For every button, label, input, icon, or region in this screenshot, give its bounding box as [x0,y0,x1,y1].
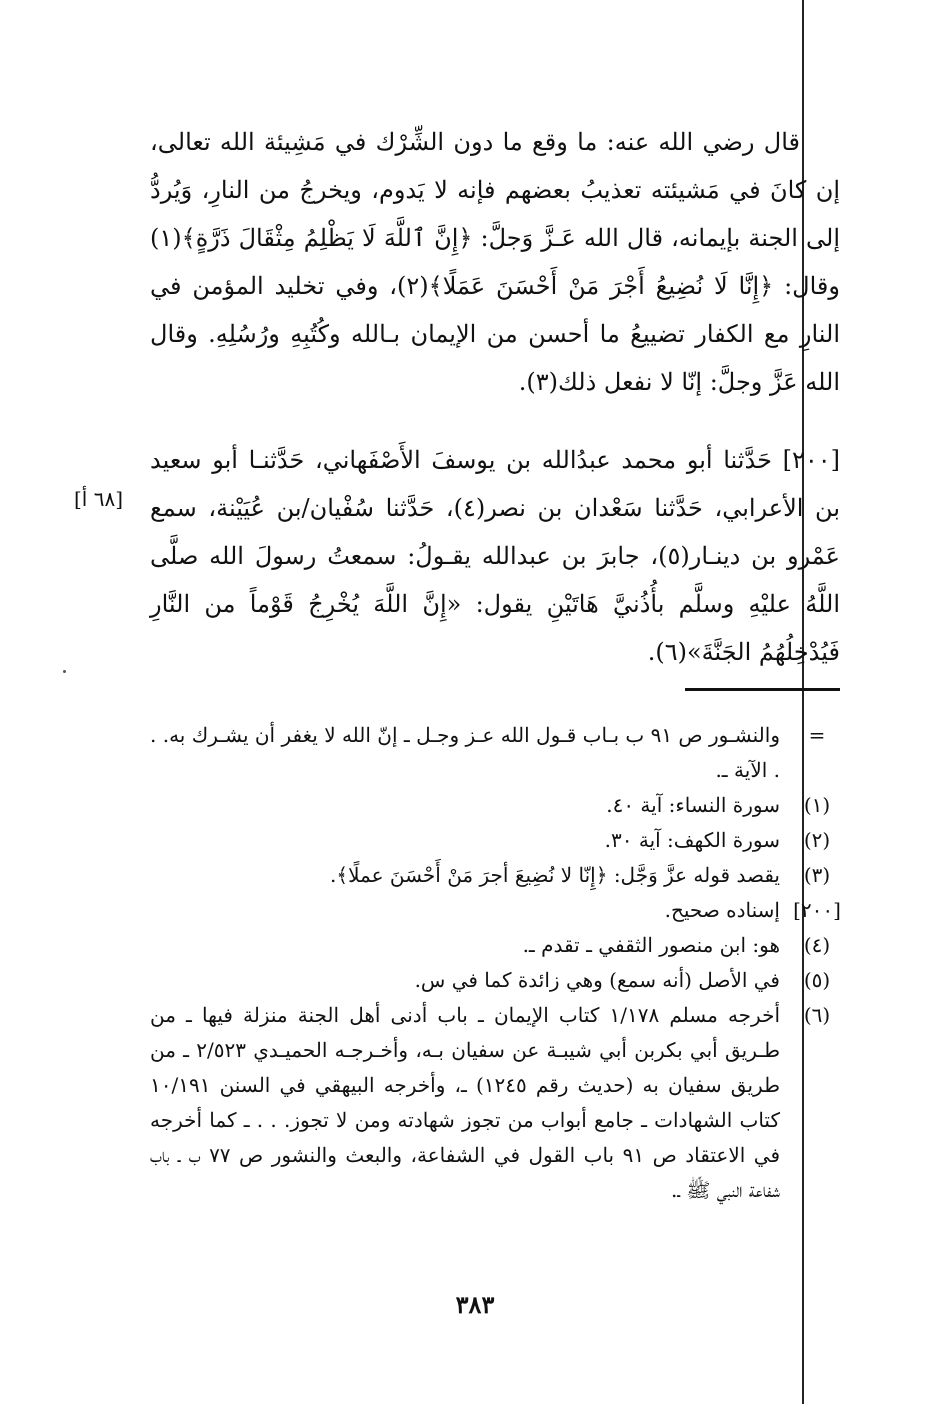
footnote-text: سورة الكهف: آية ٣٠. [604,828,780,852]
footnote-number: (٣) [803,863,831,887]
footnote-text: أخرجه مسلم ١/١٧٨ كتاب الإيمان ـ باب أدنى أهل الجنة منزلة فيها ـ من طـريق أبي بكربن أبي شيبـة عن سفيان بـه، وأخـرجـه الحميـدي ٢/٥٢٣ ـ من طريق سفيان به (حديث رقم ١٢٤٥) ـ، وأخرجه البيهقي في السنن ١٠/١٩١ كتاب الشهادات ـ جامع أبواب من تجوز شهادته ومن لا تجوز. . . ـ كما أخرجه في الاعتقاد ص ٩١ باب القول في الشفاعة، والبعث والنشور ص ٧٧ ب ـ باب شفاعة النبي ﷺ ـ. [150,1003,781,1202]
main-paragraph-1 [150,118,840,406]
footnote-text: هو: ابن منصور الثقفي ـ تقدم ـ. [522,933,780,957]
footnote-number: (٤) [803,933,831,957]
footnote-separator [685,688,840,691]
footnote-number: [٢٠٠] [793,898,841,922]
footnote-item [150,823,850,858]
footnote-text: يقصد قوله عزَّ وَجَّل: ﴿إِنّا لا نُضِيعَ أجرَ مَنْ أَحْسَنَ عملًا﴾. [330,863,780,887]
footnote-text: إسناده صحيح. [664,898,780,922]
footnote-number: (٦) [803,1003,831,1027]
paragraph-text: قال رضي الله عنه: ما وقع ما دون الشِّرْك في مَشِيئة الله تعالى، إن كانَ في مَشيئته تعذيبُ بعضهم فإنه لا يَدوم، ويخرجُ من النارِ، وَيُردُّ إلى الجنة بإيمانه، قال الله عَـزَّ وَجلَّ: ﴿إِنَّ ٱللَّهَ لَا يَظْلِمُ مِثْقَالَ ذَرَّةٍ﴾(١) وقال: ﴿إِنَّا لَا نُضِيعُ أَجْرَ مَنْ أَحْسَنَ عَمَلًا﴾(٢)، وفي تخليد المؤمن في النارِ مع الكفار تضييعُ ما أحسن من الإيمان بـالله وكُتُبِهِ ورُسُلِهِ. وقال الله عَزَّ وجلَّ: إنّا لا نفعل ذلك(٣). [150,128,840,396]
scan-speck [63,670,66,673]
footnote-item [150,788,850,823]
footnote-text: والنشـور ص ٩١ ب بـاب قـول الله عـز وجـل ـ إنّ الله لا يغفر أن يشـرك به. . . الآية ـ. [150,723,780,782]
footnote-continuation [150,718,850,788]
footnote-number: (١) [803,793,831,817]
footnote-text: سورة النساء: آية ٤٠. [606,793,780,817]
manuscript-folio-marker: [٦٨ أ] [74,487,124,511]
hadith-paragraph: [٢٠٠] حَدَّثنا أبو محمد عبدُالله بن يوسفَ الأَصْفَهاني، حَدَّثنـا أبو سعيد بن الأعرابي، حَدَّثنا سَعْدان بن نصر(٤)، حَدَّثنا سُفْيان/بن عُيَيْنة، سمع عَمْرو بن دينـار(٥)، جابرَ بن عبدالله يقـولُ: سمعتُ رسولَ الله صلَّى اللَّهُ عليْهِ وسلَّم بأُذُنيَّ هَاتَيْنِ يقول: «إِنَّ اللَّهَ يُخْرِجُ قَوْماً من النَّارِ فَيُدْخِلُهُمُ الجَنَّةَ»(٦). [150,446,841,666]
footnote-item [150,858,850,893]
footnotes [150,718,850,1208]
continuation-marker: = [808,723,826,747]
main-paragraph-2 [150,436,840,676]
footnote-number: (٥) [803,968,831,992]
page-number: ٣٨٣ [455,1290,495,1319]
footnote-item [150,928,850,963]
footnote-item [150,963,850,998]
footnote-item [150,893,850,928]
footnote-text: في الأصل (أنه سمع) وهي زائدة كما في س. [414,968,780,992]
footnote-number: (٢) [803,828,831,852]
footnote-item [150,998,850,1208]
